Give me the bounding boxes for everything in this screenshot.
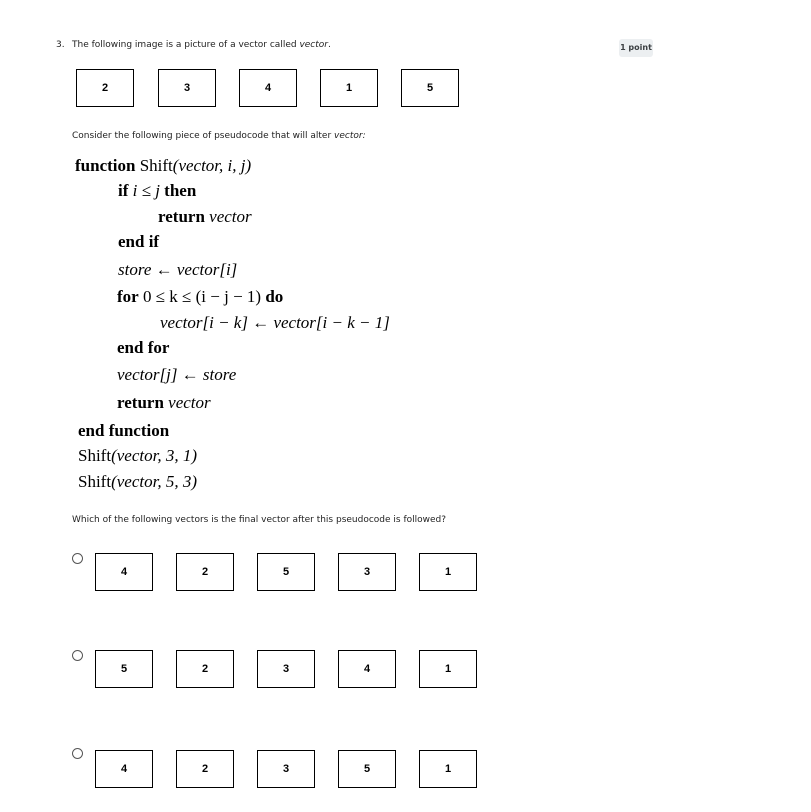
code-line-store [118,260,237,280]
option-2-radio[interactable] [72,650,83,661]
code-if-keyword: if [118,181,129,200]
code-line-return-1 [158,207,252,227]
question-text-prefix: The following image is a picture of a vector called [72,40,300,50]
code-assign-line: vector[i − k] ← vector[i − k − 1] [160,313,390,332]
vector-cell-5: 5 [401,69,459,107]
pseudocode-intro [72,131,366,141]
code-fn-keyword: function [75,156,136,175]
question-text-var: vector [299,40,328,50]
code-call1-args: (vector, 3, 1) [111,446,197,465]
code-line-endfunction [78,421,169,441]
question-number: 3. [56,40,65,50]
option-3-cell-3: 3 [257,750,315,788]
code-line-assign [160,313,390,333]
option-2-cell-4: 4 [338,650,396,688]
code-line-function [75,156,251,176]
code-call2-args: (vector, 5, 3) [111,472,197,491]
option-2-cell-1: 5 [95,650,153,688]
option-3-cell-4: 5 [338,750,396,788]
option-1-radio[interactable] [72,553,83,564]
code-if-cond: i ≤ j [132,181,160,200]
option-3-cell-2: 2 [176,750,234,788]
code-then-keyword: then [164,181,197,200]
option-1-cell-4: 3 [338,553,396,591]
code-for-keyword: for [117,287,139,306]
code-endfor-keyword: end for [117,338,170,357]
option-1-cell-1: 4 [95,553,153,591]
code-do-keyword: do [265,287,284,306]
code-line-endif [118,232,159,252]
code-call1-name: Shift [78,446,112,465]
pseudocode-intro-var: vector: [334,131,366,141]
code-line-final-assign [117,365,236,385]
points-badge: 1 point [619,39,653,57]
code-line-call-2 [78,472,197,492]
code-for-range: 0 ≤ k ≤ (i − j − 1) [142,287,262,306]
question-prompt: Which of the following vectors is the final vector after this pseudocode is followed? [72,515,447,525]
code-line-if [118,181,196,201]
code-return-var-1: vector [209,207,252,226]
code-line-return-2 [117,393,211,413]
code-return-keyword-2: return [117,393,164,412]
code-fn-name: Shift [139,156,173,175]
vector-cell-2: 3 [158,69,216,107]
code-return-var-2: vector [168,393,211,412]
vector-cell-3: 4 [239,69,297,107]
pseudocode-intro-prefix: Consider the following piece of pseudocode that will alter [72,131,335,141]
code-final-assign: vector[j] ← store [117,365,237,384]
code-call2-name: Shift [78,472,112,491]
question-text-suffix: . [327,40,331,50]
option-3-cell-1: 4 [95,750,153,788]
option-2-cell-3: 3 [257,650,315,688]
option-2-cell-2: 2 [176,650,234,688]
code-return-keyword-1: return [158,207,205,226]
question-text [72,40,331,50]
option-1-cell-5: 1 [419,553,477,591]
code-endif-keyword: end if [118,232,160,251]
code-endfn-keyword: end function [78,421,170,440]
option-2-cell-5: 1 [419,650,477,688]
code-fn-args: (vector, i, j) [172,156,252,175]
option-3-radio[interactable] [72,748,83,759]
vector-cell-4: 1 [320,69,378,107]
vector-cell-1: 2 [76,69,134,107]
code-line-for [117,287,283,307]
option-3-cell-5: 1 [419,750,477,788]
code-store-line: store ← vector[i] [118,260,238,279]
option-1-cell-2: 2 [176,553,234,591]
option-1-cell-3: 5 [257,553,315,591]
code-line-call-1 [78,446,197,466]
code-line-endfor [117,338,169,358]
